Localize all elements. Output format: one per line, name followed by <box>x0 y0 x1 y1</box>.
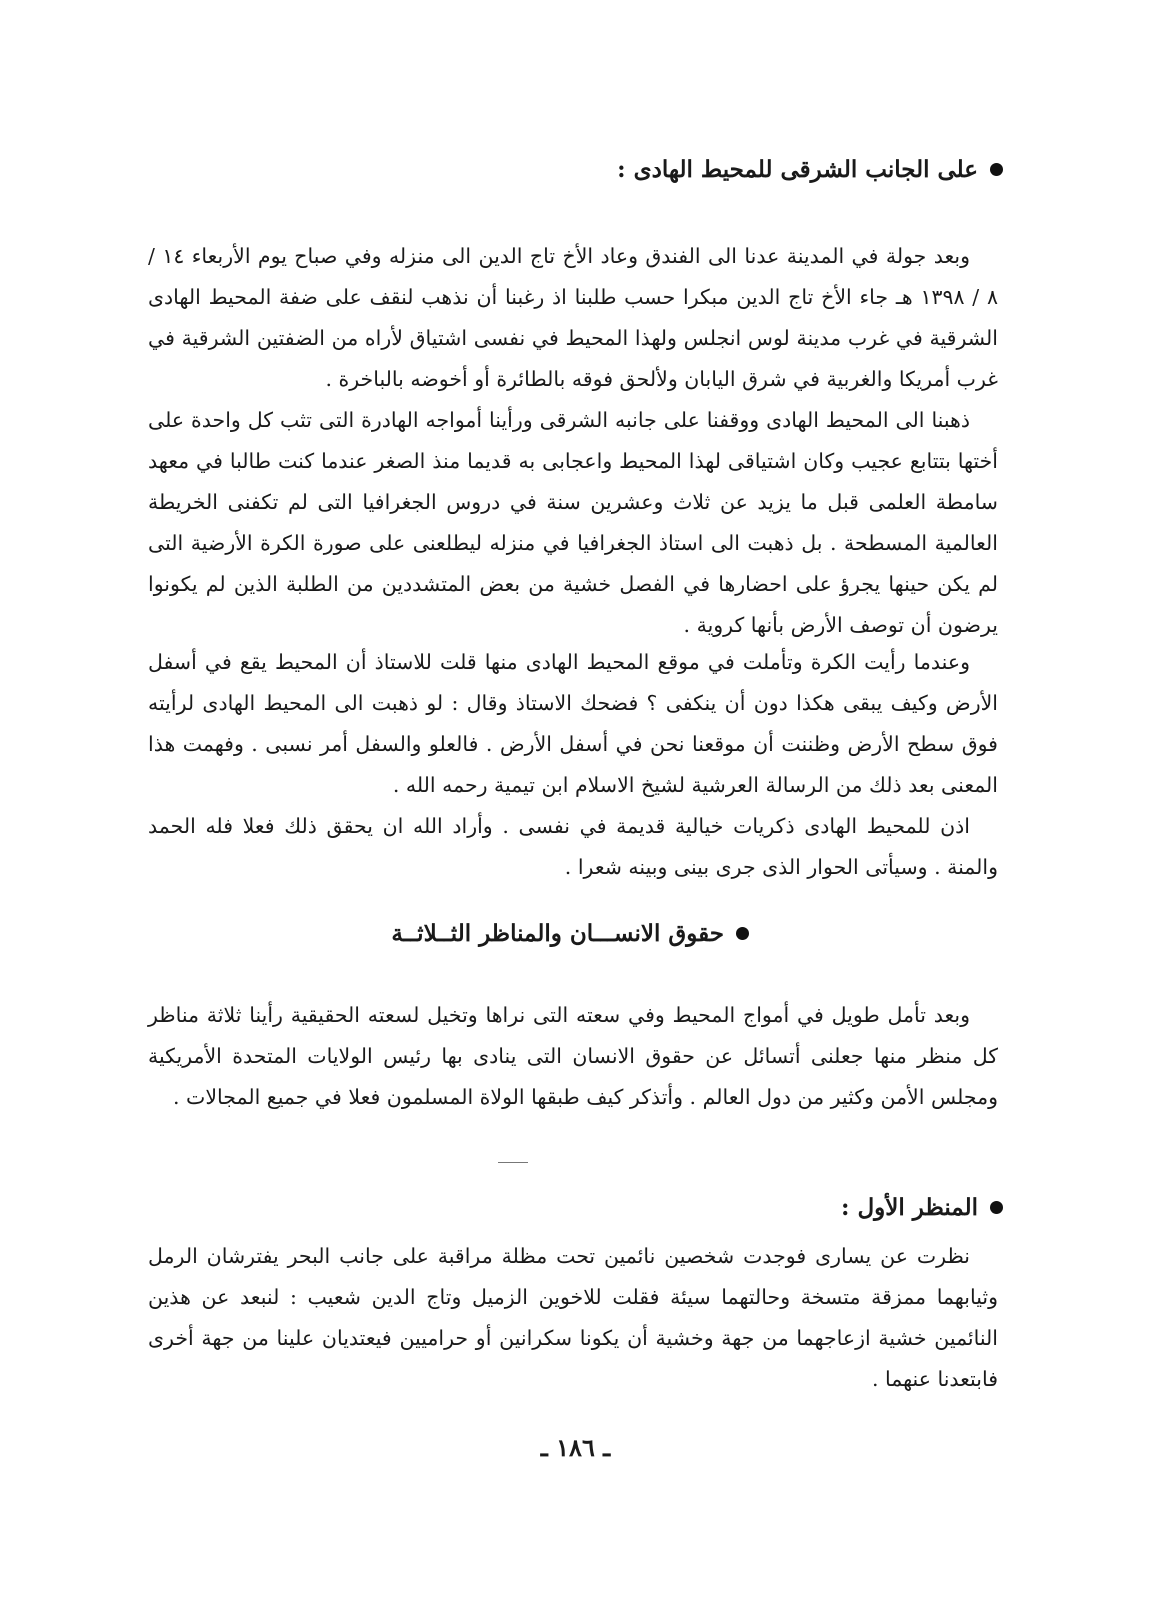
paragraph: اذن للمحيط الهادى ذكريات خيالية قديمة في نفسى . وأراد الله ان يحقق ذلك فعلا فله الحمد والمنة . وسيأتى الحوار الذى جرى بينى وبينه شعرا . <box>148 814 998 879</box>
paragraph-group-1 <box>148 236 998 646</box>
paragraph: وبعد جولة في المدينة عدنا الى الفندق وعاد الأخ تاج الدين الى منزله وفي صباح يوم الأربعاء ١٤ / ٨ / ١٣٩٨ هـ جاء الأخ تاج الدين مبكرا حسب طلبنا اذ رغبنا أن نذهب لنقف على ضفة المحيط الهادى الشرقية في غرب مدينة لوس انجلس ولهذا المحيط في نفسى اشتياق لأراه من الضفتين الشرقية في غرب أمريكا والغربية في شرق اليابان ولألحق فوقه بالطائرة أو أخوضه بالباخرة . <box>148 244 998 391</box>
section-heading-first-scene: المنظر الأول : <box>841 1196 1003 1219</box>
paragraph: وبعد تأمل طويل في أمواج المحيط وفي سعته التى نراها وتخيل لسعته الحقيقية رأينا ثلاثة مناظر كل منظر منها جعلنى أتسائل عن حقوق الانسان التى ينادى بها رئيس الولايات المتحدة الأمريكية ومجلس الأمن وكثير من دول العالم . وأتذكر كيف طبقها الولاة المسلمون فعلا في جميع المجالات . <box>148 1003 998 1109</box>
page-number: ـ ١٨٦ ـ <box>540 1433 611 1462</box>
paragraph: وعندما رأيت الكرة وتأملت في موقع المحيط الهادى منها قلت للاستاذ أن المحيط يقع في أسفل الأرض وكيف يبقى هكذا دون أن ينكفى ؟ فضحك الاستاذ وقال : لو ذهبت الى المحيط الهادى لرأيته فوق سطح الأرض وظننت أن موقعنا نحن في أسفل الأرض . فالعلو والسفل أمر نسبى . وفهمت هذا المعنى بعد ذلك من الرسالة العرشية لشيخ الاسلام ابن تيمية رحمه الله . <box>148 650 998 797</box>
paragraph: نظرت عن يسارى فوجدت شخصين نائمين تحت مظلة مراقبة على جانب البحر يفترشان الرمل وثيابهما ممزقة متسخة وحالتهما سيئة فقلت للاخوين الزميل وتاج الدين شعيب : لنبعد عن هذين النائمين خشية ازعاجهما من جهة وخشية أن يكونا سكرانين أو حراميين فيعتديان علينا من جهة أخرى فابتعدنا عنهما . <box>148 1244 998 1391</box>
bullet-icon <box>990 163 1003 176</box>
bullet-icon <box>990 1201 1003 1214</box>
paragraph-group-2 <box>148 642 998 888</box>
paragraph: ذهبنا الى المحيط الهادى ووقفنا على جانبه الشرقى ورأينا أمواجه الهادرة التى تثب كل واحدة على أختها بتتابع عجيب وكان اشتياقى لهذا المحيط واعجابى به قديما منذ الصغر عندما كنت طالبا في معهد سامطة العلمى قبل ما يزيد عن ثلاث وعشرين سنة في دروس الجغرافيا التى لم تكفنى الخريطة العالمية المسطحة . بل ذهبت الى استاذ الجغرافيا في منزله ليطلعنى على صورة الكرة الأرضية التى لم يكن حينها يجرؤ على احضارها في الفصل خشية من بعض المتشددين من الطلبة الذين لم يكونوا يرضون أن توصف الأرض بأنها كروية . <box>148 408 998 637</box>
section-heading-east-side: على الجانب الشرقى للمحيط الهادى : <box>617 158 1003 181</box>
paragraph-group-4 <box>148 1236 998 1400</box>
paragraph-group-3 <box>148 995 998 1118</box>
section-heading-human-rights: حقوق الانســـان والمناظر الثــلاثــة <box>391 922 749 945</box>
bullet-icon <box>736 927 749 940</box>
scan-mark <box>498 1162 528 1163</box>
